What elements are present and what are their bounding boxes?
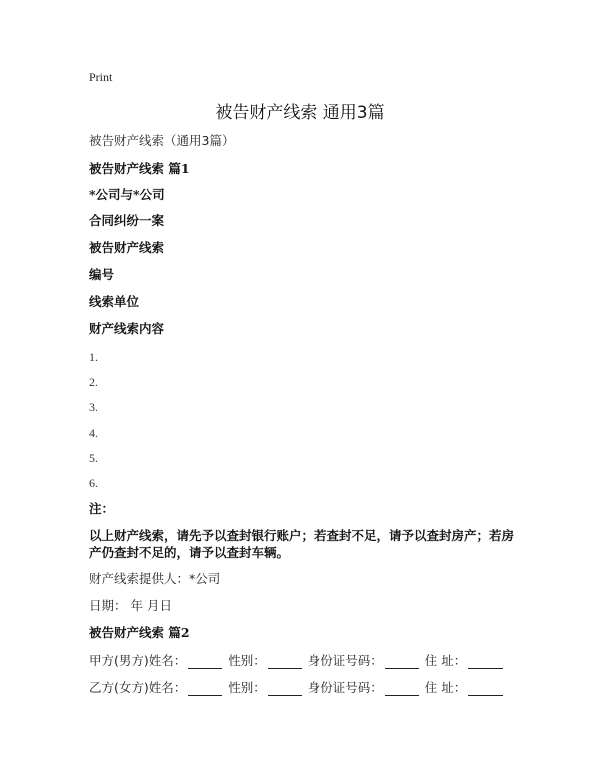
party-b-gender-field [268,682,302,696]
party-b-row [89,680,505,696]
case-name: 合同纠纷一案 [89,213,165,228]
party-a-row [89,653,505,669]
list-item: 5. [89,451,98,465]
note-text: 以上财产线索，请先予以查封银行账户；若查封不足，请予以查封房产；若房产仍查封不足的，请予以查封车辆。 [89,528,515,560]
party-a-address-field [468,655,503,669]
list-item: 4. [89,426,98,440]
doc-title: 被告财产线索 [89,240,165,255]
party-b-name-label: 乙方(女方)姓名： [89,680,187,695]
parties: *公司与*公司 [89,187,165,202]
party-a-id-label: 身份证号码： [307,653,383,668]
party-b-address-field [468,682,503,696]
party-b-id-field [385,682,419,696]
list-item: 1. [89,350,98,364]
party-a-gender-label: 性别： [228,653,266,668]
party-a-gender-field [268,655,302,669]
list-item: 6. [89,476,98,490]
list-item: 3. [89,400,98,414]
provider: 财产线索提供人：*公司 [89,571,221,586]
print-label: Print [89,70,113,84]
number-label: 编号 [89,267,115,282]
party-b-id-label: 身份证号码： [307,680,383,695]
party-a-id-field [385,655,419,669]
note-label: 注： [89,501,115,516]
party-b-name-field [188,682,222,696]
party-b-gender-label: 性别： [228,680,266,695]
list-item: 2. [89,375,98,389]
date-line: 日期： 年 月日 [89,598,172,613]
party-b-address-label: 住 址： [424,680,467,695]
page-title: 被告财产线索 通用3篇 [215,103,385,123]
subtitle: 被告财产线索（通用3篇） [89,133,235,148]
section1-heading: 被告财产线索 篇1 [89,161,190,176]
party-a-address-label: 住 址： [424,653,467,668]
party-a-name-field [188,655,222,669]
party-a-name-label: 甲方(男方)姓名： [89,653,187,668]
content-label: 财产线索内容 [89,321,165,336]
unit-label: 线索单位 [89,294,140,309]
section2-heading: 被告财产线索 篇2 [89,625,190,640]
